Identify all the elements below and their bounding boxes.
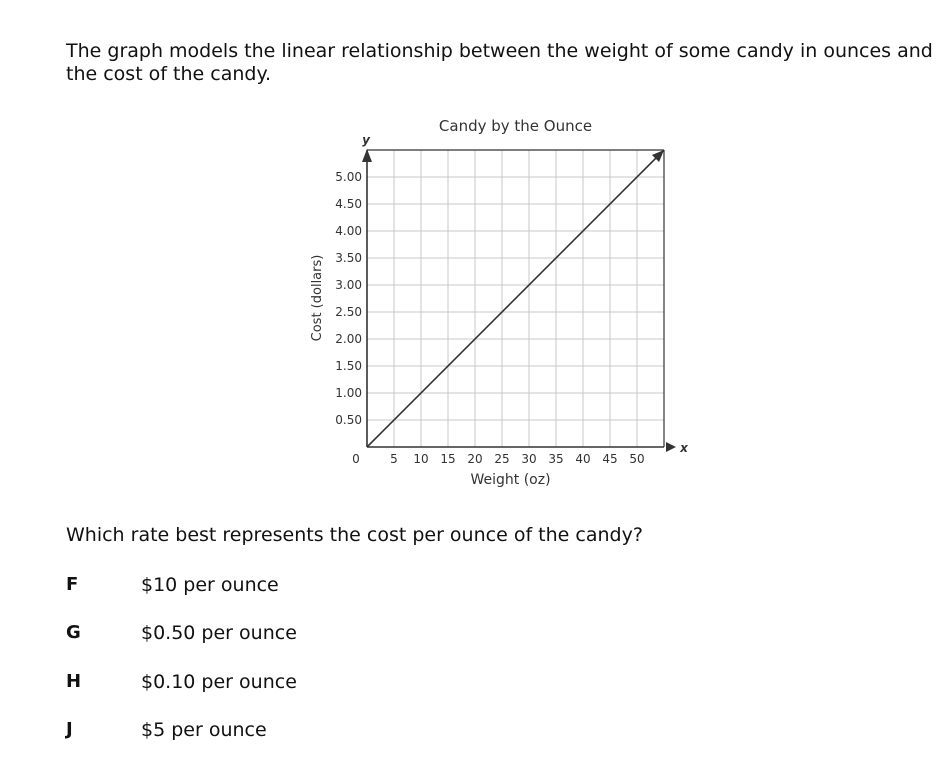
- y-axis-arrow: [362, 149, 372, 162]
- y-tick-label: 2.50: [335, 305, 362, 319]
- x-tick-label: 45: [602, 452, 618, 466]
- x-tick-label: 30: [521, 452, 537, 466]
- chart-title: Candy by the Ounce: [438, 117, 593, 135]
- y-tick-label: 1.50: [335, 359, 362, 373]
- x-tick-label: 5: [390, 452, 398, 466]
- choice-letter: G: [66, 622, 81, 643]
- x-tick-label: 50: [629, 452, 645, 466]
- x-tick-label: 15: [440, 452, 456, 466]
- x-axis-arrow: [666, 442, 676, 452]
- x-axis-letter: x: [680, 441, 688, 455]
- origin-label: 0: [352, 452, 360, 466]
- y-tick-label: 3.00: [335, 278, 362, 292]
- choice-letter: J: [66, 719, 73, 740]
- choice-text: $5 per ounce: [141, 719, 267, 741]
- y-tick-label: 5.00: [335, 170, 362, 184]
- y-axis-letter: y: [362, 133, 370, 147]
- x-tick-label: 25: [494, 452, 510, 466]
- choice-text: $0.50 per ounce: [141, 622, 297, 644]
- y-tick-label: 3.50: [335, 251, 362, 265]
- y-axis-title: Cost (dollars): [310, 254, 325, 342]
- intro-text: The graph models the linear relationship between the weight of some candy in ounces and the cost of the candy.: [66, 40, 933, 85]
- x-tick-label: 35: [548, 452, 564, 466]
- y-tick-label: 4.50: [335, 197, 362, 211]
- choice-text: $10 per ounce: [141, 574, 279, 596]
- x-tick-label: 40: [575, 452, 591, 466]
- y-tick-label: 1.00: [335, 386, 362, 400]
- x-axis-title: Weight (oz): [470, 472, 551, 488]
- choice-letter: H: [66, 671, 82, 692]
- series-line: [367, 150, 664, 447]
- x-tick-label: 10: [413, 452, 429, 466]
- y-tick-label: 2.00: [335, 332, 362, 346]
- question-text: Which rate best represents the cost per ounce of the candy?: [66, 524, 643, 546]
- x-tick-label: 20: [467, 452, 483, 466]
- choice-letter: F: [66, 574, 79, 595]
- y-tick-label: 4.00: [335, 224, 362, 238]
- choice-text: $0.10 per ounce: [141, 671, 297, 693]
- y-tick-label: 0.50: [335, 413, 362, 427]
